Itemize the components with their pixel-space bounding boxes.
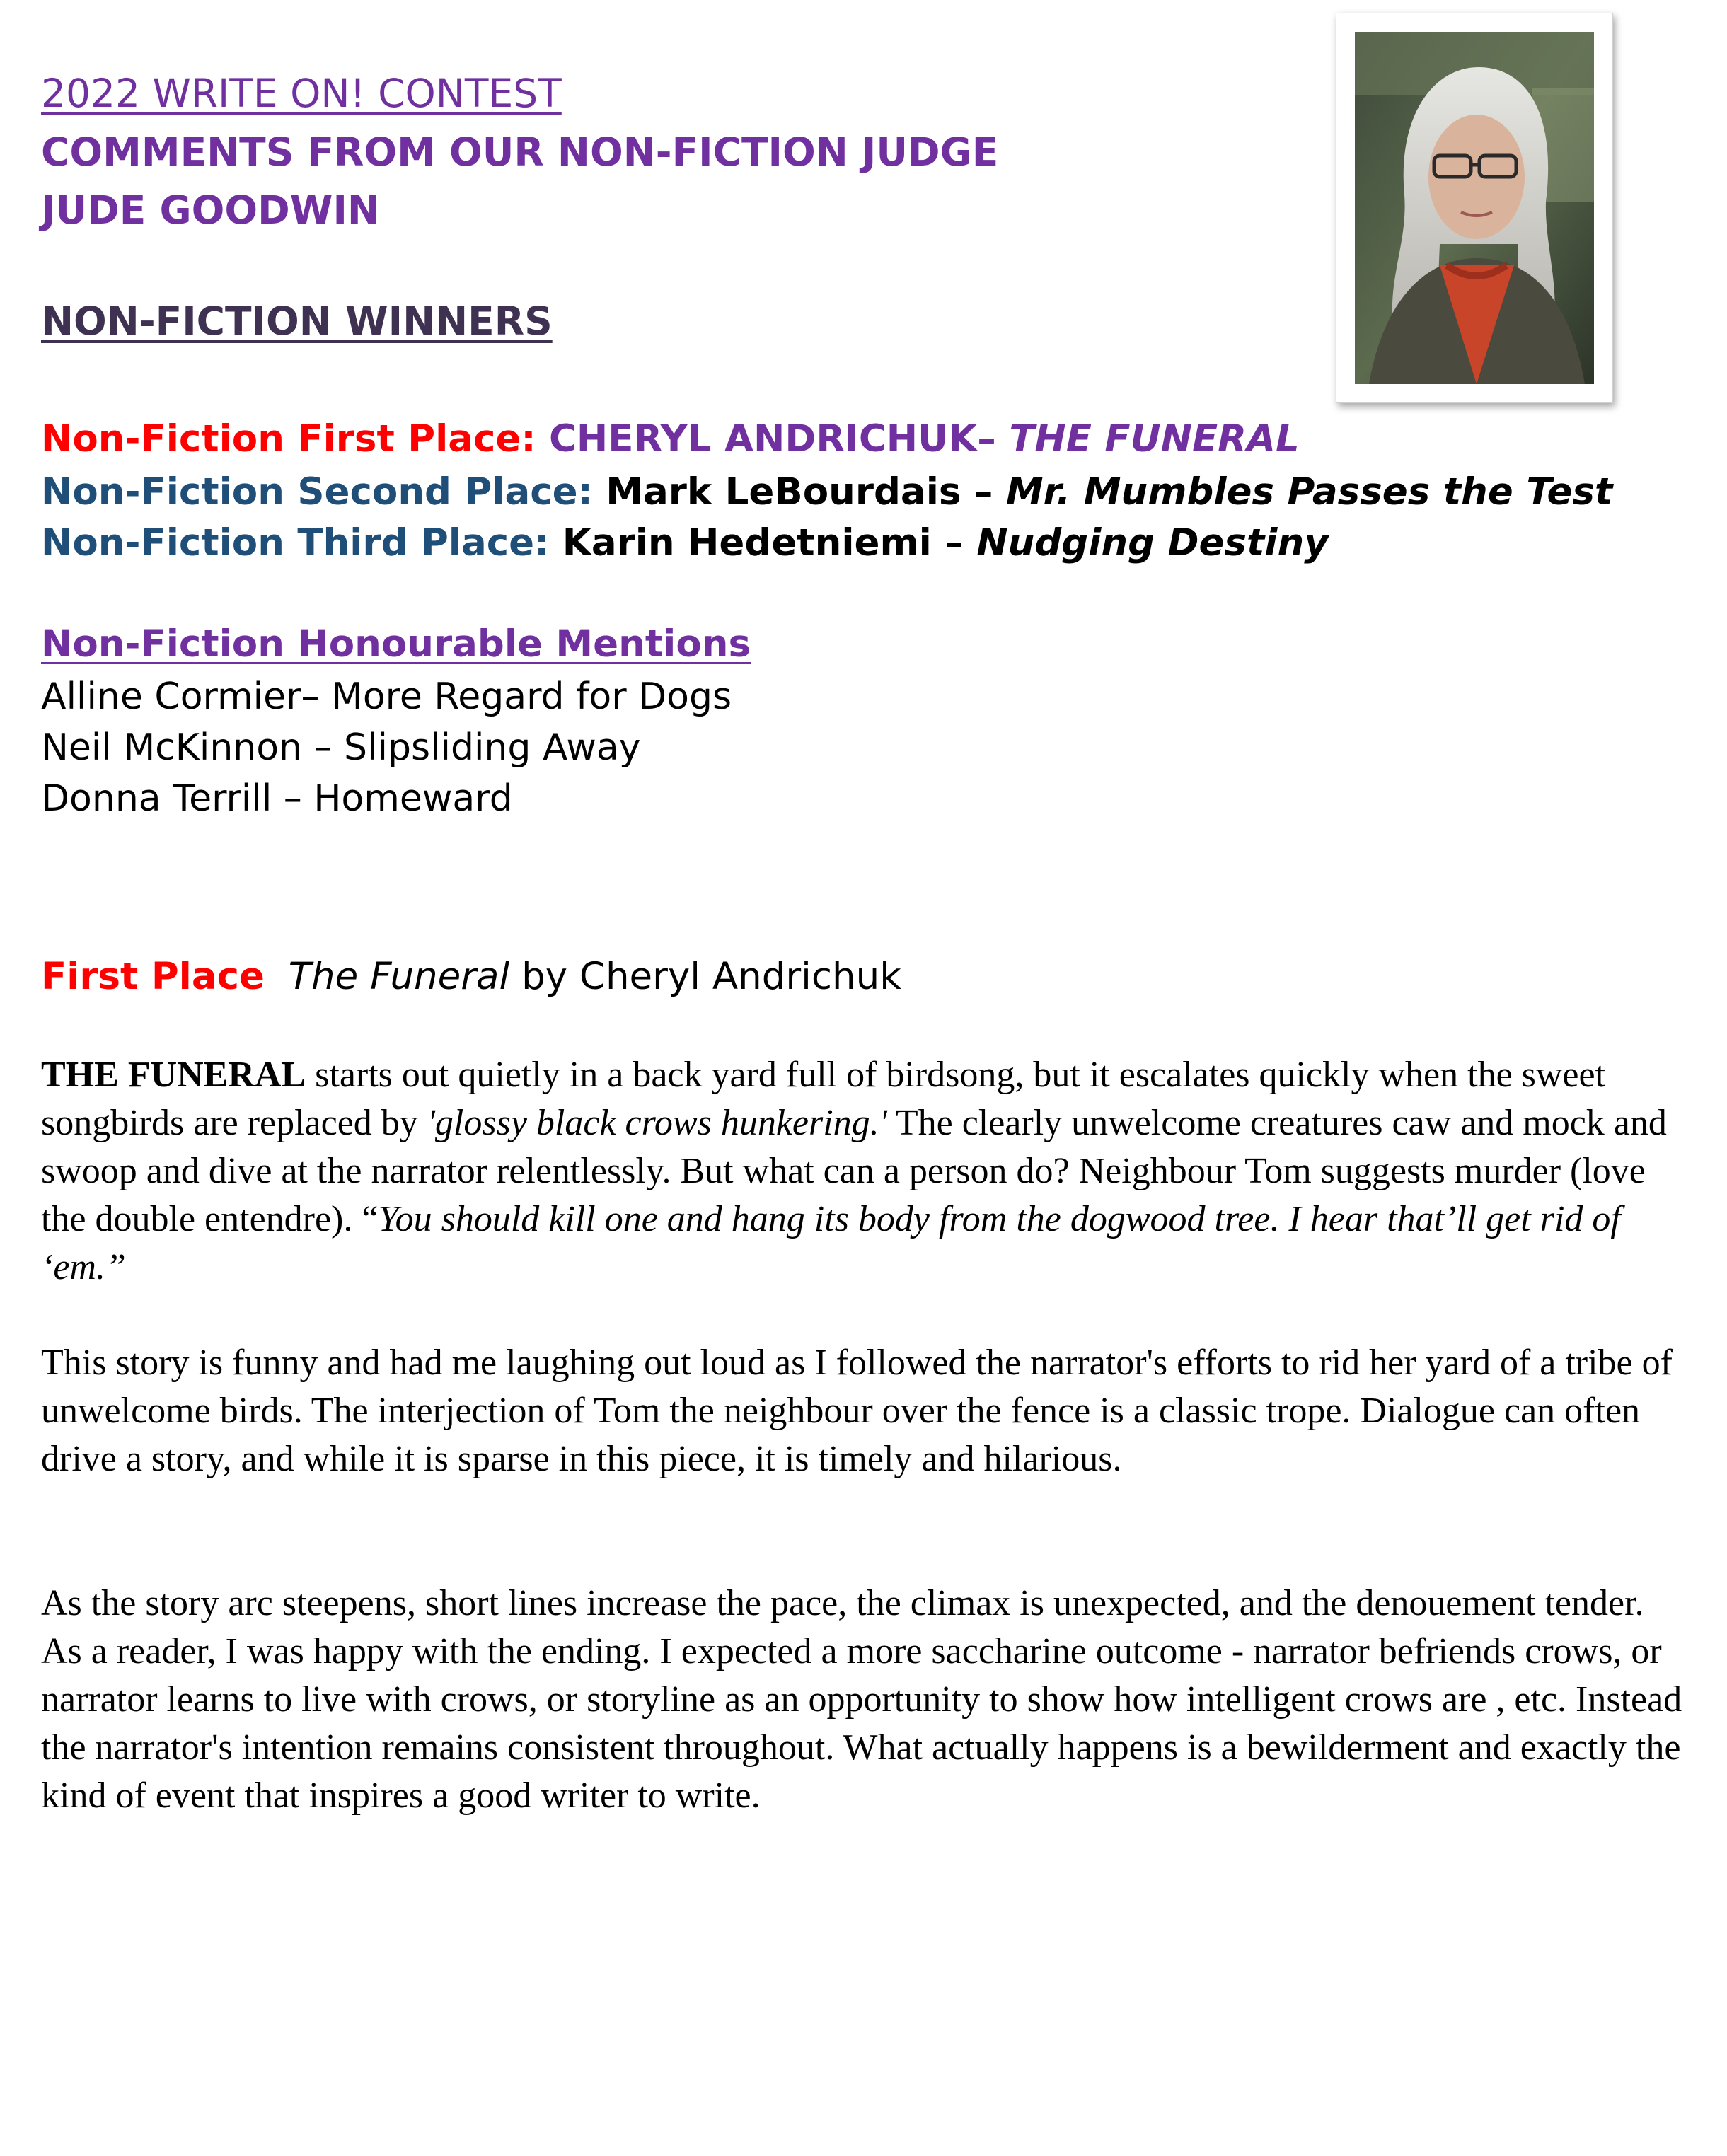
honourable-mentions-heading: Non-Fiction Honourable Mentions — [41, 622, 751, 666]
honourable-mention-item: Donna Terrill – Homeward — [41, 777, 513, 820]
honourable-mention-item: Alline Cormier– More Regard for Dogs — [41, 676, 732, 718]
judge-heading-line1: COMMENTS FROM OUR NON-FICTION JUDGE — [41, 129, 999, 175]
second-place-title: Mr. Mumbles Passes the Test — [1005, 470, 1613, 514]
first-place-author: CHERYL ANDRICHUK– — [549, 417, 1010, 460]
winners-heading: NON-FICTION WINNERS — [41, 299, 553, 344]
judge-portrait-icon — [1355, 32, 1594, 384]
review-text: The clearly unwelcome creatures caw and mock and swoop and dive at the narrator relentlessly. But what can a person do? Neighbour Tom suggests murder (love the double entendre). “ — [41, 1103, 1667, 1239]
first-place-review-heading — [41, 955, 901, 998]
first-place-review-byline: by Cheryl Andrichuk — [509, 955, 901, 998]
first-place-title: THE FUNERAL — [1009, 417, 1300, 460]
judge-heading-line2: JUDE GOODWIN — [41, 187, 380, 233]
review-paragraph-3: As the story arc steepens, short lines increase the pace, the climax is unexpected, and the denouement tender. As a reader, I was happy with the ending. I expected a more saccharine outcome - narrator befriends crows, or narrator learns to live with crows, or storyline as an opportunity to show how intelligent crows are , etc. Instead the narrator's intention remains consistent throughout. What actually happens is a bewilderment and exactly the kind of event that inspires a good writer to write. — [41, 1583, 1682, 1816]
third-place-line — [41, 521, 1329, 564]
honourable-mention-item: Neil McKinnon – Slipsliding Away — [41, 726, 641, 769]
second-place-label: Non-Fiction Second Place: — [41, 470, 606, 514]
first-place-label: Non-Fiction First Place: — [41, 417, 550, 460]
review-lead: THE FUNERAL — [41, 1055, 306, 1095]
review-quote: 'glossy black crows hunkering.' — [427, 1103, 887, 1143]
first-place-review-label: First Place — [41, 955, 265, 998]
review-text: starts out quietly in a back yard full of birdsong, but it escalates quickly when the sweet songbirds are replaced by — [41, 1055, 1606, 1143]
third-place-label: Non-Fiction Third Place: — [41, 521, 562, 564]
review-paragraph-1 — [41, 1051, 1690, 1292]
first-place-line — [41, 417, 1300, 460]
first-place-review-title: The Funeral — [288, 955, 510, 998]
review-quote: You should kill one and hang its body from the dogwood tree. I hear that’ll get rid of ‘em.” — [41, 1199, 1621, 1287]
judge-photo — [1336, 13, 1613, 403]
contest-title: 2022 WRITE ON! CONTEST — [41, 71, 562, 116]
third-place-title: Nudging Destiny — [976, 521, 1329, 564]
review-paragraph-2: This story is funny and had me laughing out loud as I followed the narrator's efforts to rid her yard of a tribe of unwelcome birds. The interjection of Tom the neighbour over the fence is a classic trope. Dialogue can often drive a story, and while it is sparse in this piece, it is timely and hilarious. — [41, 1343, 1673, 1479]
second-place-line — [41, 470, 1612, 514]
second-place-author: Mark LeBourdais – — [606, 470, 1006, 514]
third-place-author: Karin Hedetniemi – — [562, 521, 977, 564]
